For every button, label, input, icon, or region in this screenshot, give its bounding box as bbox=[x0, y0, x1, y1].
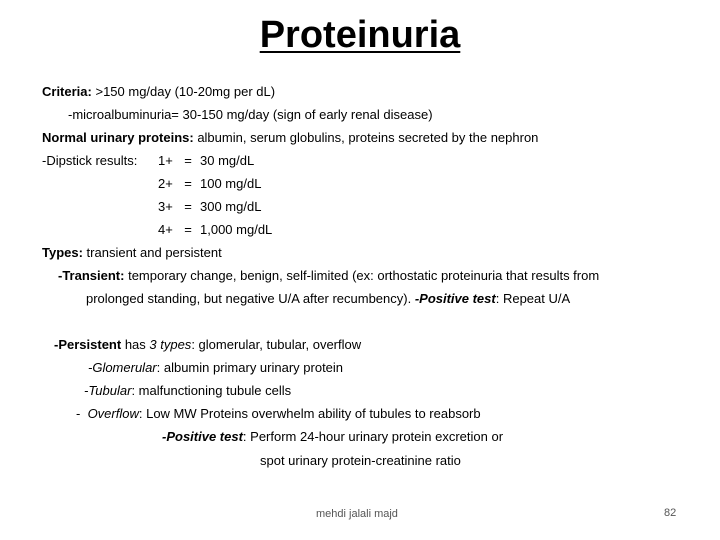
microalbuminuria-line: -microalbuminuria= 30-150 mg/day (sign of early renal disease) bbox=[68, 107, 433, 122]
persistent-positive-text: : Perform 24-hour urinary protein excretion or bbox=[242, 429, 504, 444]
transient-text-2: prolonged standing, but negative U/A after recumbency). bbox=[86, 291, 415, 306]
page-number: 82 bbox=[664, 507, 677, 519]
dipstick-row bbox=[158, 199, 261, 215]
tubular-label: -Tubular bbox=[84, 383, 132, 398]
overflow-text: : Low MW Proteins overwhelm ability of tubules to reabsorb bbox=[138, 406, 481, 421]
footer-author: mehdi jalali majd bbox=[316, 508, 398, 520]
page-title: Proteinuria bbox=[259, 14, 461, 56]
overflow-label: Overflow bbox=[87, 406, 139, 421]
dipstick-equals: = bbox=[184, 176, 192, 191]
dipstick-grade: 3+ bbox=[158, 199, 173, 214]
persistent-line bbox=[54, 337, 361, 353]
dipstick-equals: = bbox=[184, 199, 192, 214]
glomerular-text: : albumin primary urinary protein bbox=[156, 360, 344, 375]
persistent-positive-label: -Positive test bbox=[162, 429, 243, 444]
persistent-types: 3 types bbox=[149, 337, 192, 352]
transient-line-2 bbox=[86, 291, 570, 307]
persistent-text-b: : glomerular, tubular, overflow bbox=[191, 337, 362, 352]
dipstick-value: 300 mg/dL bbox=[200, 199, 262, 214]
tubular-text: : malfunctioning tubule cells bbox=[131, 383, 292, 398]
transient-positive-label: -Positive test bbox=[414, 291, 496, 306]
tubular-line bbox=[84, 383, 291, 399]
dipstick-equals: = bbox=[184, 153, 192, 168]
dipstick-row bbox=[158, 153, 254, 169]
dipstick-value: 1,000 mg/dL bbox=[200, 222, 273, 237]
glomerular-label: -Glomerular bbox=[88, 360, 157, 375]
criteria-label: Criteria: bbox=[42, 84, 92, 99]
normal-proteins-line bbox=[42, 130, 538, 146]
transient-line bbox=[58, 268, 599, 284]
transient-text: temporary change, benign, self-limited (ex: orthostatic proteinuria that results from bbox=[124, 268, 600, 283]
persistent-text-a: has bbox=[121, 337, 150, 352]
criteria-line bbox=[42, 84, 275, 100]
persistent-positive-line bbox=[162, 429, 503, 445]
normal-proteins-text: albumin, serum globulins, proteins secreted by the nephron bbox=[193, 130, 539, 145]
criteria-text: >150 mg/day (10-20mg per dL) bbox=[91, 84, 276, 99]
persistent-label: -Persistent bbox=[54, 337, 122, 352]
types-text: transient and persistent bbox=[82, 245, 222, 260]
types-line bbox=[42, 245, 222, 261]
dipstick-row bbox=[158, 222, 272, 238]
dipstick-value: 30 mg/dL bbox=[200, 153, 255, 168]
overflow-line bbox=[76, 406, 481, 422]
dipstick-grade: 4+ bbox=[158, 222, 173, 237]
overflow-prefix: - bbox=[76, 406, 88, 421]
dipstick-value: 100 mg/dL bbox=[200, 176, 262, 191]
types-label: Types: bbox=[42, 245, 83, 260]
transient-label: -Transient: bbox=[58, 268, 125, 283]
dipstick-label: -Dipstick results: bbox=[42, 153, 138, 168]
persistent-positive-line-2: spot urinary protein-creatinine ratio bbox=[260, 453, 461, 468]
dipstick-row bbox=[158, 176, 261, 192]
dipstick-equals: = bbox=[184, 222, 192, 237]
dipstick-grade: 1+ bbox=[158, 153, 173, 168]
transient-positive-text: : Repeat U/A bbox=[495, 291, 571, 306]
dipstick-grade: 2+ bbox=[158, 176, 173, 191]
normal-proteins-label: Normal urinary proteins: bbox=[42, 130, 194, 145]
glomerular-line bbox=[88, 360, 343, 376]
